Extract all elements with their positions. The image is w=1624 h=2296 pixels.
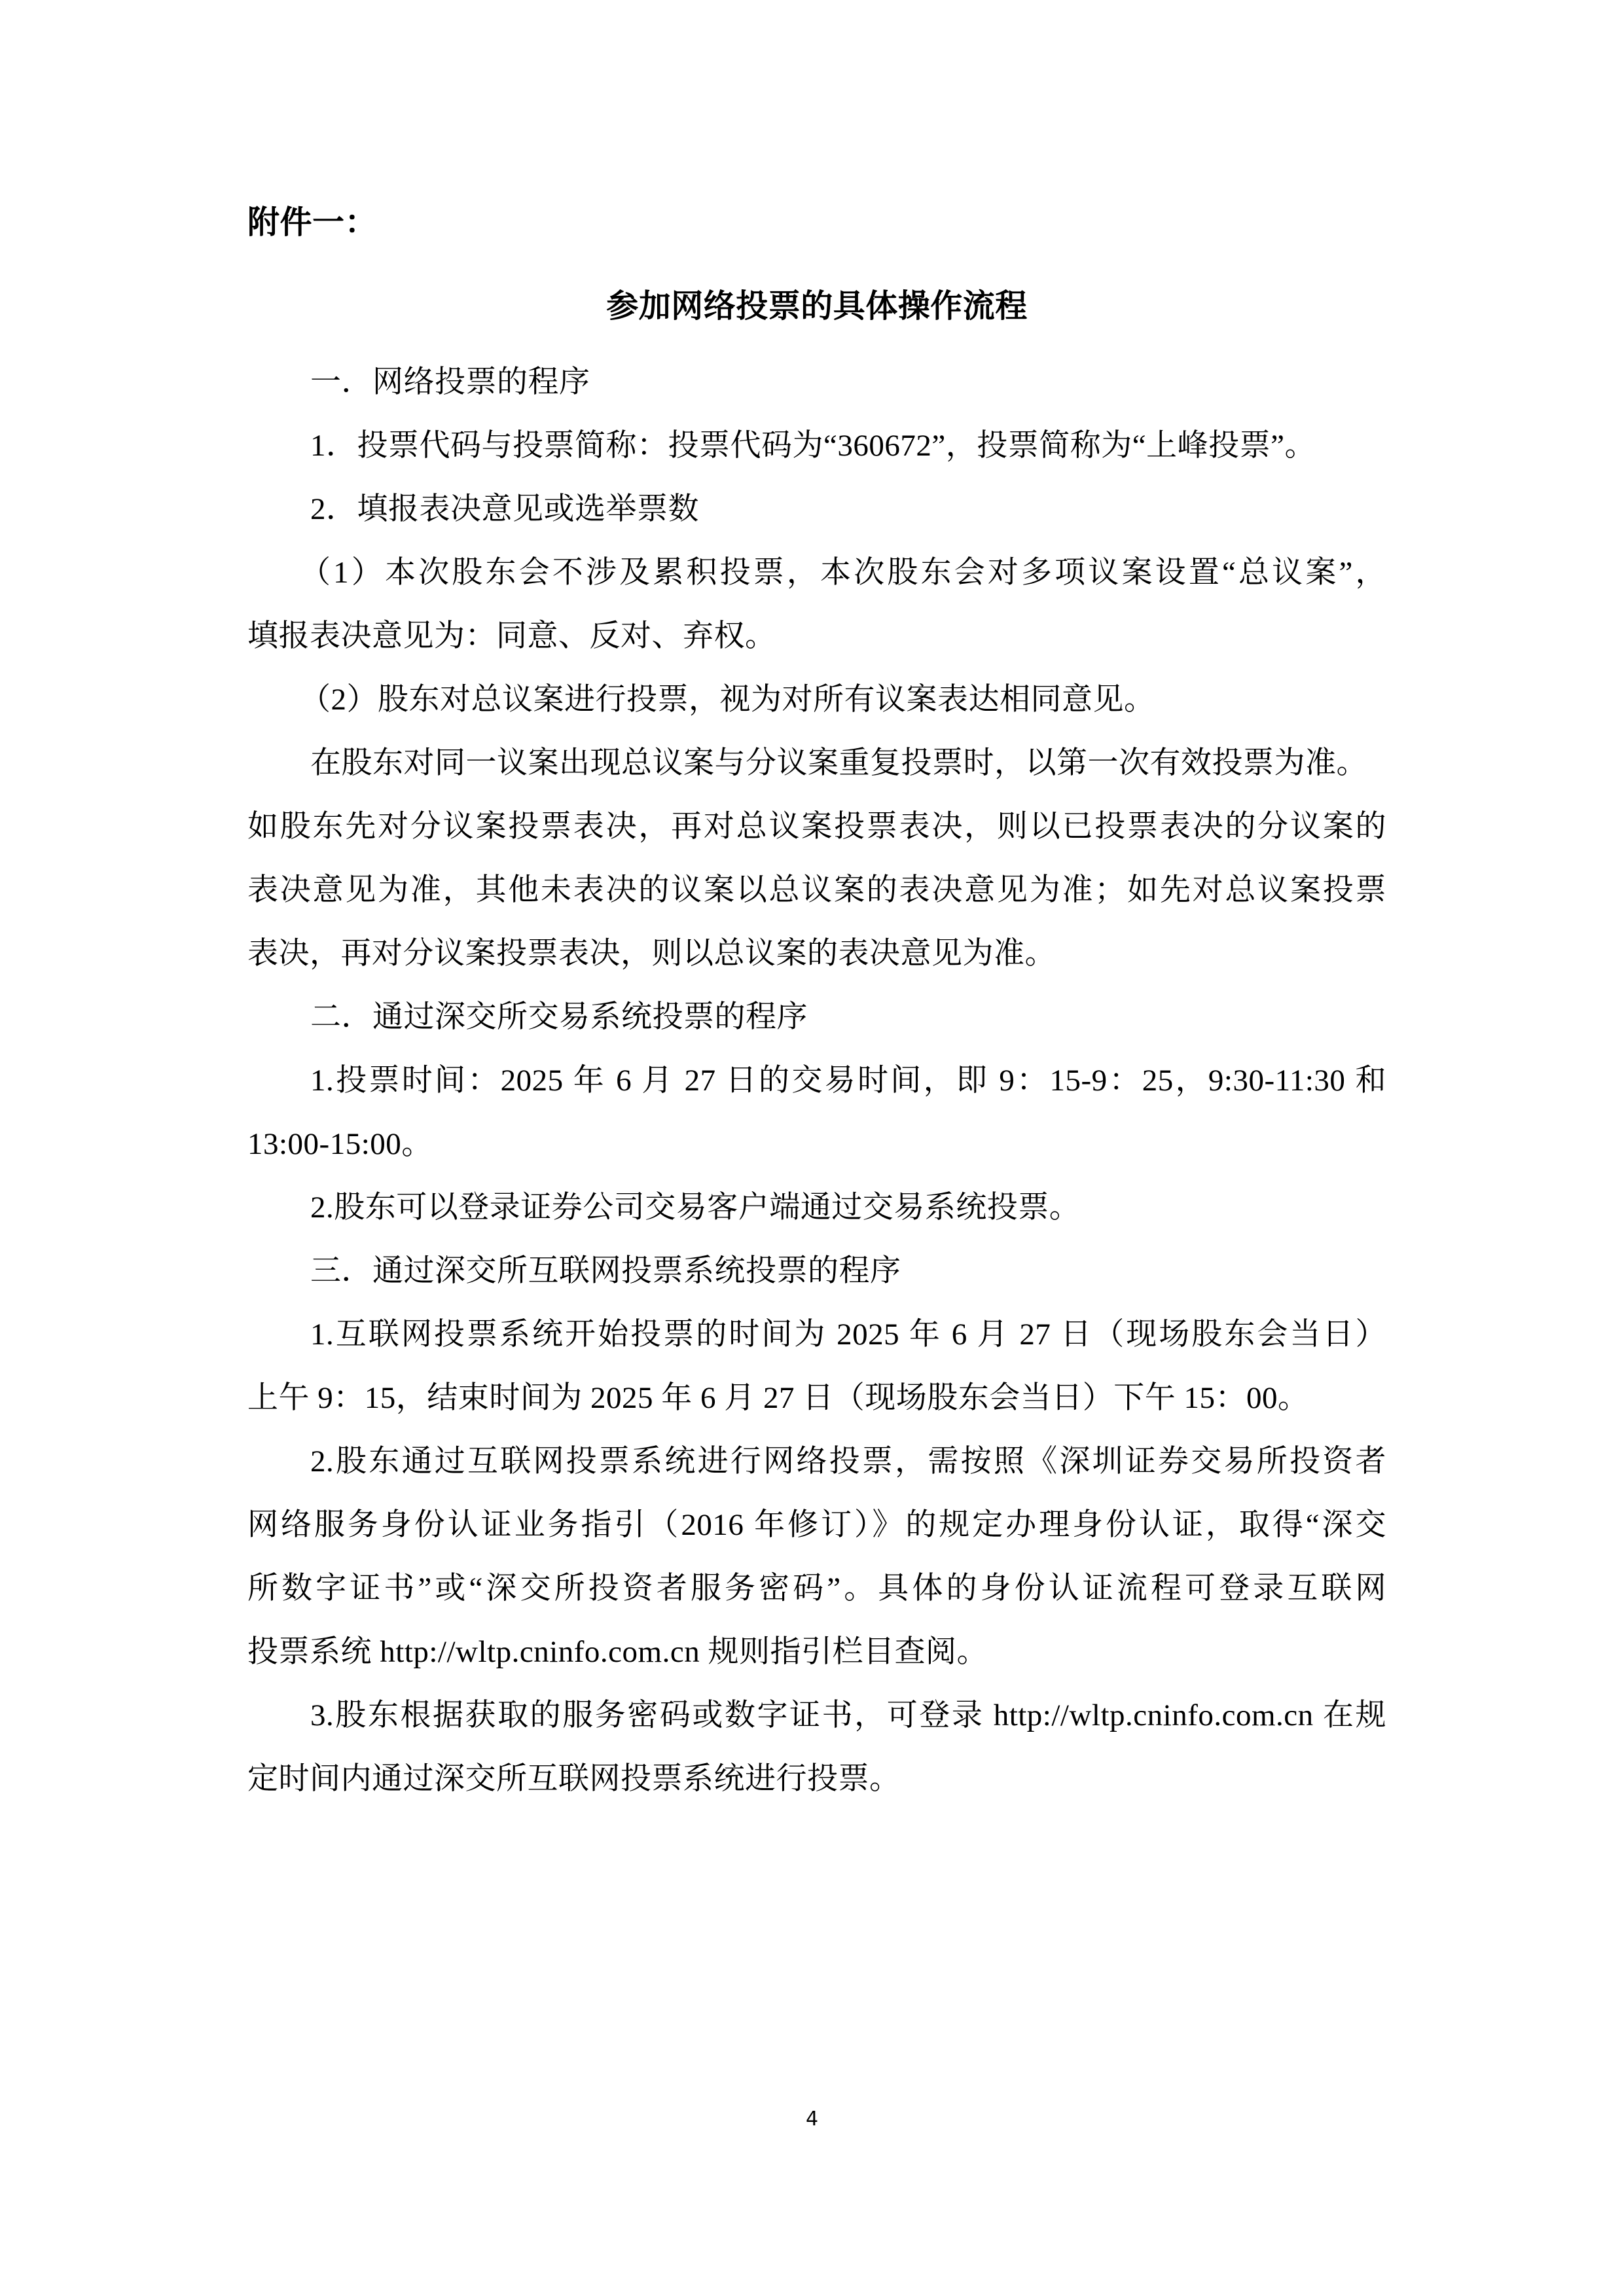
- paragraph-item-1-line-1: （1）本次股东会不涉及累积投票，本次股东会对多项议案设置“总议案”，: [300, 556, 1386, 590]
- section-heading-3: 三．通过深交所互联网投票系统投票的程序: [310, 1254, 901, 1288]
- paragraph-internet-time-line-1: 1.互联网投票系统开始投票的时间为 2025 年 6 月 27 日（现场股东会当日）: [310, 1318, 1386, 1352]
- paragraph-duplicate-vote-line-2: 如股东先对分议案投票表决，再对总议案投票表决，则以已投票表决的分议案的: [247, 810, 1386, 844]
- document-title: 参加网络投票的具体操作流程: [606, 288, 1028, 324]
- paragraph-duplicate-vote-line-4: 表决，再对分议案投票表决，则以总议案的表决意见为准。: [247, 937, 1056, 971]
- paragraph-internet-time-line-2: 上午 9：15，结束时间为 2025 年 6 月 27 日（现场股东会当日）下午 15：00。: [247, 1381, 1309, 1415]
- paragraph-trading-client: 2.股东可以登录证券公司交易客户端通过交易系统投票。: [310, 1191, 1081, 1225]
- paragraph-item-1-line-2: 填报表决意见为：同意、反对、弃权。: [247, 619, 776, 653]
- paragraph-vote-code: 1．投票代码与投票简称：投票代码为“360672”，投票简称为“上峰投票”。: [310, 429, 1316, 463]
- paragraph-authentication-line-1: 2.股东通过互联网投票系统进行网络投票，需按照《深圳证券交易所投资者: [310, 1444, 1386, 1479]
- paragraph-login-line-1: 3.股东根据获取的服务密码或数字证书，可登录 http://wltp.cninfo.com.cn 在规: [310, 1698, 1386, 1732]
- paragraph-trading-time-line-2: 13:00-15:00。: [247, 1127, 433, 1161]
- page-number: 4: [805, 2108, 819, 2130]
- paragraph-item-2: （2）股东对总议案进行投票，视为对所有议案表达相同意见。: [300, 683, 1155, 717]
- paragraph-duplicate-vote-line-1: 在股东对同一议案出现总议案与分议案重复投票时，以第一次有效投票为准。: [310, 746, 1367, 780]
- paragraph-trading-time-line-1: 1.投票时间：2025 年 6 月 27 日的交易时间，即 9：15-9：25，9:30-11:30 和: [310, 1064, 1386, 1098]
- document-body: [247, 190, 1386, 1811]
- paragraph-login-line-2: 定时间内通过深交所互联网投票系统进行投票。: [247, 1762, 901, 1796]
- paragraph-fill-opinion: 2．填报表决意见或选举票数: [310, 492, 699, 526]
- paragraph-duplicate-vote-line-3: 表决意见为准，其他未表决的议案以总议案的表决意见为准；如先对总议案投票: [247, 873, 1386, 907]
- section-heading-1: 一．网络投票的程序: [310, 365, 590, 399]
- paragraph-authentication-line-4: 投票系统 http://wltp.cninfo.com.cn 规则指引栏目查阅。: [247, 1635, 988, 1669]
- attachment-label: 附件一：: [247, 204, 378, 240]
- section-heading-2: 二．通过深交所交易系统投票的程序: [310, 1000, 808, 1034]
- paragraph-authentication-line-2: 网络服务身份认证业务指引（2016 年修订）》的规定办理身份认证，取得“深交: [247, 1508, 1386, 1542]
- paragraph-authentication-line-3: 所数字证书”或“深交所投资者服务密码”。具体的身份认证流程可登录互联网: [247, 1571, 1386, 1605]
